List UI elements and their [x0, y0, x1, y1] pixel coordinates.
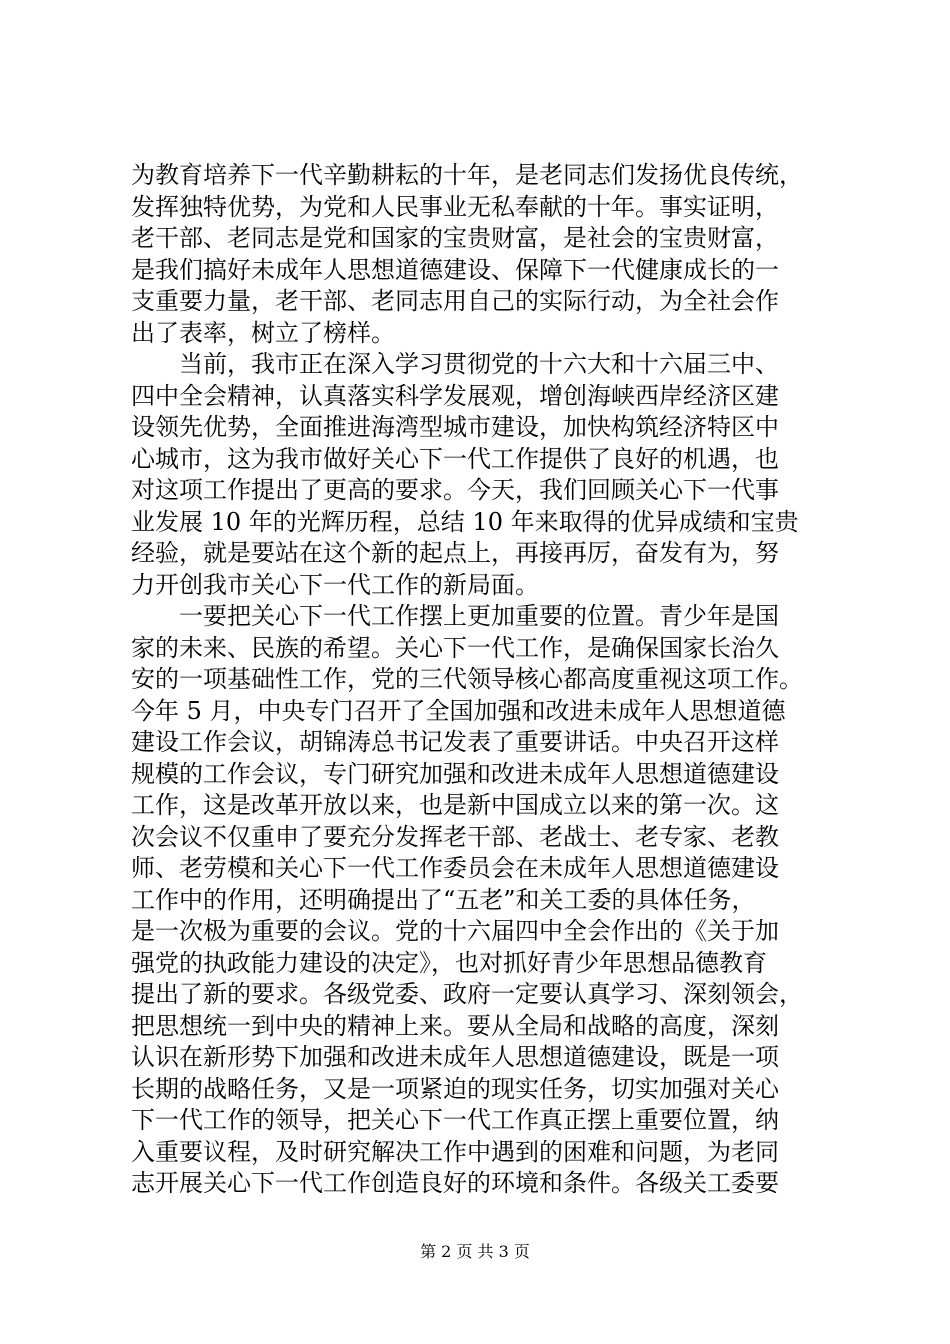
text-line: 工作，这是改革开放以来，也是新中国成立以来的第一次。这	[131, 791, 779, 819]
text-line: 心城市，这为我市做好关心下一代工作提供了良好的机遇，也	[131, 444, 779, 473]
text-line: 经验，就是要站在这个新的起点上，再接再厉，奋发有为，努	[131, 539, 779, 567]
text-line: 对这项工作提出了更高的要求。今天，我们回顾关心下一代事	[131, 476, 779, 504]
text-line: 今年 5 月，中央专门召开了全国加强和改进未成年人思想道德	[131, 696, 786, 725]
text-line: 入重要议程，及时研究解决工作中遇到的困难和问题，为老同	[131, 1137, 779, 1166]
text-line: 业发展 10 年的光辉历程，总结 10 年来取得的优异成绩和宝贵	[131, 507, 799, 536]
text-line: 设领先优势，全面推进海湾型城市建设，加快构筑经济特区中	[131, 413, 779, 441]
text-line: 发挥独特优势，为党和人民事业无私奉献的十年。事实证明，	[131, 192, 779, 221]
text-line: 建设工作会议，胡锦涛总书记发表了重要讲话。中央召开这样	[131, 728, 779, 756]
text-line: 支重要力量，老干部、老同志用自己的实际行动，为全社会作	[131, 287, 779, 315]
text-line: 认识在新形势下加强和改进未成年人思想道德建设，既是一项	[131, 1043, 779, 1071]
text-line: 志开展关心下一代工作创造良好的环境和条件。各级关工委要	[131, 1169, 779, 1197]
text-line: 强党的执政能力建设的决定》，也对抓好青少年思想品德教育	[131, 948, 767, 977]
text-line: 老干部、老同志是党和国家的宝贵财富，是社会的宝贵财富，	[131, 224, 779, 252]
document-body	[131, 160, 851, 1200]
text-line: 师、老劳模和关心下一代工作委员会在未成年人思想道德建设	[131, 854, 779, 882]
text-line: 当前，我市正在深入学习贯彻党的十六大和十六届三中、	[131, 350, 779, 378]
text-line: 是我们搞好未成年人思想道德建设、保障下一代健康成长的一	[131, 255, 779, 284]
text-line: 四中全会精神，认真落实科学发展观，增创海峡西岸经济区建	[131, 381, 779, 410]
text-line: 力开创我市关心下一代工作的新局面。	[131, 570, 539, 599]
text-line: 家的未来、民族的希望。关心下一代工作，是确保国家长治久	[131, 633, 779, 662]
text-line: 把思想统一到中央的精神上来。要从全局和战略的高度，深刻	[131, 1011, 779, 1040]
text-line: 规模的工作会议，专门研究加强和改进未成年人思想道德建设	[131, 759, 779, 788]
text-line: 出了表率，树立了榜样。	[131, 318, 395, 347]
text-line: 长期的战略任务，又是一项紧迫的现实任务，切实加强对关心	[131, 1074, 779, 1103]
text-line: 提出了新的要求。各级党委、政府一定要认真学习、深刻领会，	[131, 980, 803, 1008]
text-line: 为教育培养下一代辛勤耕耘的十年，是老同志们发扬优良传统，	[131, 161, 803, 189]
text-line: 下一代工作的领导，把关心下一代工作真正摆上重要位置，纳	[131, 1106, 779, 1134]
text-line: 安的一项基础性工作，党的三代领导核心都高度重视这项工作。	[131, 665, 803, 693]
text-line: 是一次极为重要的会议。党的十六届四中全会作出的《关于加	[131, 917, 779, 945]
text-line: 次会议不仅重申了要充分发挥老干部、老战士、老专家、老教	[131, 822, 779, 851]
page-number-footer: 第 2 页 共 3 页	[420, 1242, 530, 1261]
text-line: 一要把关心下一代工作摆上更加重要的位置。青少年是国	[131, 602, 779, 630]
text-line: 工作中的作用，还明确提出了“五老”和关工委的具体任务，	[131, 885, 756, 914]
